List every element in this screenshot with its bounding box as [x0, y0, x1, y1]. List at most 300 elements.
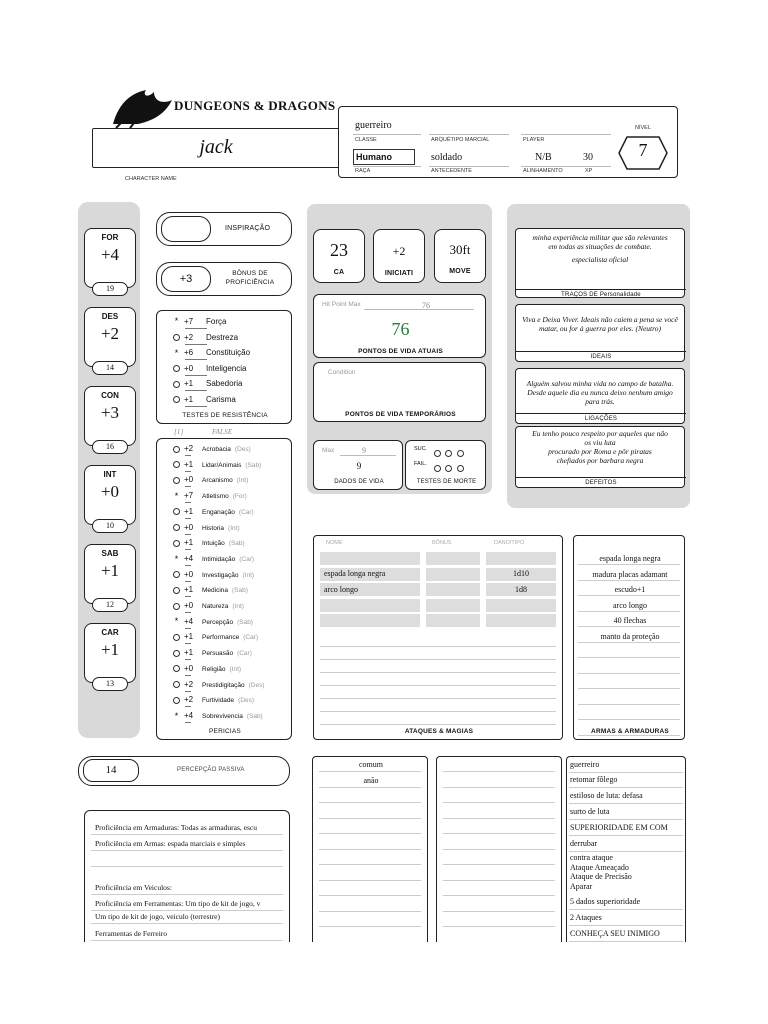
notes-line	[443, 787, 555, 788]
saving-throw-name: Inteligencia	[206, 363, 247, 373]
feature-underline	[569, 835, 683, 836]
skill-name: Performance	[202, 634, 240, 642]
death-saves-label: TESTES DE MORTE	[416, 479, 477, 485]
ability-modifier[interactable]: +3	[100, 403, 120, 422]
passive-perception-box	[78, 756, 290, 786]
attack-damage: 1d10	[513, 569, 529, 578]
flaws-text[interactable]	[516, 427, 684, 465]
equipment-line	[578, 595, 680, 596]
skill-row[interactable]	[173, 601, 244, 610]
skill-value: +1	[184, 632, 194, 642]
dragon-icon	[108, 86, 178, 128]
saving-throw-name: Constituição	[206, 348, 251, 358]
initiative-box	[373, 229, 425, 283]
proficiency-box	[156, 262, 292, 296]
skill-name: Arcanismo	[202, 477, 233, 485]
row-underline	[185, 612, 191, 613]
ideals-text[interactable]: Viva e Deixa Viver. Ideais não caiem a pena se você matar, ou for à guerra por eles. (Neutro)	[522, 315, 678, 333]
equipment-item[interactable]: madura placas adamant	[592, 569, 668, 579]
feature-underline	[569, 787, 683, 788]
notes-box	[436, 756, 562, 942]
death-fail-dots[interactable]	[434, 460, 464, 478]
skill-attribute: (Car)	[237, 650, 252, 658]
flaw-line: procurado por Roma e pôr piratas	[548, 447, 652, 456]
row-underline	[185, 471, 191, 472]
skill-row[interactable]	[173, 554, 254, 563]
attacks-box	[313, 535, 563, 740]
skill-name: Investigação	[202, 571, 239, 579]
traits-panel	[507, 204, 690, 508]
proficiency-dot-icon	[173, 587, 180, 594]
ability-modifier[interactable]: +1	[100, 561, 120, 580]
skill-attribute: (Sab)	[232, 587, 248, 595]
equipment-line	[578, 564, 680, 565]
row-underline	[185, 518, 191, 519]
feature-item[interactable]: SUPERIORIDADE EM COM	[570, 823, 668, 832]
skill-attribute: (Des)	[248, 681, 265, 689]
row-underline	[185, 628, 191, 629]
skills-label: PERICIAS	[209, 728, 241, 735]
attack-damage: 1d8	[515, 584, 527, 594]
hp-current-value[interactable]: 76	[391, 319, 410, 339]
flaws-label: DEFEITOS	[516, 477, 686, 486]
skill-row[interactable]	[173, 711, 263, 720]
row-underline	[185, 406, 207, 407]
row-underline	[185, 675, 191, 676]
ability-score: 12	[106, 600, 114, 609]
proficiency-dot-icon	[173, 634, 180, 641]
notes-line	[443, 849, 555, 850]
attacks-head-name: NOME	[326, 540, 343, 546]
speed-value[interactable]: 30ft	[449, 242, 471, 257]
feature-item[interactable]: guerreiro	[570, 760, 600, 769]
notes-line	[443, 818, 555, 819]
personality-text[interactable]: minha experiência militar que são relevantes em todas as situações de combate.	[532, 233, 668, 251]
personality-text-2[interactable]: especialista oficial	[571, 255, 629, 264]
initiative-value[interactable]: +2	[392, 244, 406, 258]
proficiency-line[interactable]: Proficiência em Ferramentas: Um tipo de kit de jogo, v	[95, 899, 261, 908]
language-line	[319, 911, 421, 912]
equipment-line	[578, 673, 680, 674]
logo-text: DUNGEONS & DRAGONS	[174, 98, 336, 113]
row-underline	[185, 706, 191, 707]
proficiency-line[interactable]: Proficiência em Armas: espada marciais e simples	[95, 839, 246, 848]
speed-label: MOVE	[449, 268, 471, 275]
row-underline	[185, 328, 207, 329]
language-line	[319, 802, 421, 803]
ability-box-car	[84, 623, 136, 683]
skill-attribute: (Sab)	[237, 618, 253, 626]
archetype-label: ARQUÉTIPO MARCIAL	[431, 137, 490, 143]
equipment-item[interactable]: arco longo	[613, 600, 647, 610]
proficiency-dot-icon	[173, 365, 180, 372]
saving-throw-row[interactable]	[173, 395, 236, 404]
equipment-line	[578, 611, 680, 612]
skill-value: +0	[184, 522, 194, 532]
languages-box	[312, 756, 428, 942]
language-item[interactable]: comum	[359, 760, 383, 769]
proficiency-dot-icon	[173, 381, 180, 388]
skill-name: Intimidação	[202, 555, 236, 563]
proficiency-dot-icon	[173, 571, 180, 578]
skill-row[interactable]	[173, 444, 251, 453]
speed-box	[434, 229, 486, 283]
saving-throw-name: Destreza	[206, 332, 239, 342]
proficiency-dot-icon	[173, 334, 180, 341]
flaws-box	[515, 426, 685, 488]
hp-temp-box	[313, 362, 486, 422]
row-underline	[185, 691, 191, 692]
background-label: ANTECEDENTE	[431, 168, 472, 174]
proficient-star-icon: *	[174, 347, 179, 358]
attack-damage-cell[interactable]	[486, 614, 556, 627]
proficiency-label-1: BÔNUS DE	[232, 270, 268, 277]
inspiration-box	[156, 212, 292, 246]
proficiency-underline	[91, 850, 283, 851]
ability-modifier[interactable]: +1	[100, 640, 120, 659]
proficiency-label-2: PROFICIÊNCIA	[225, 279, 275, 286]
proficiency-underline	[91, 940, 283, 941]
equipment-item[interactable]: manto da proteção	[600, 631, 660, 641]
proficient-star-icon: *	[174, 710, 179, 721]
attack-notes-line	[320, 672, 556, 673]
language-line	[319, 926, 421, 927]
proficiency-underline	[91, 923, 283, 924]
saving-throws-box	[156, 310, 292, 424]
skill-name: Intuição	[202, 540, 225, 548]
attack-notes-line	[320, 711, 556, 712]
skill-attribute: (Car)	[239, 555, 255, 563]
race-label: RAÇA	[355, 168, 371, 174]
proficiency-line[interactable]: Proficiência em Veiculos:	[95, 883, 172, 892]
ability-score-oval[interactable]	[92, 519, 128, 533]
hit-dice-value[interactable]: 9	[356, 461, 362, 471]
skill-name: Persuasão	[202, 650, 234, 658]
attack-notes-line	[320, 685, 556, 686]
ability-name: SAB	[101, 549, 119, 558]
ability-score: 10	[106, 521, 114, 530]
skill-name: Religião	[202, 665, 226, 673]
attack-name-cell[interactable]	[320, 552, 420, 565]
skill-attribute: (Car)	[238, 508, 254, 516]
flaw-line: os viu luta	[584, 438, 616, 447]
armor-class-value[interactable]: 23	[330, 240, 348, 260]
skills-box	[156, 438, 292, 740]
hp-temp-label: PONTOS DE VIDA TEMPORÁRIOS	[345, 411, 456, 418]
row-underline	[185, 455, 191, 456]
skill-value: +2	[184, 444, 194, 453]
proficiency-underline	[91, 894, 283, 895]
xp-value[interactable]: 30	[583, 152, 593, 163]
ability-box-sab	[84, 544, 136, 604]
row-underline	[185, 722, 191, 723]
proficiency-line[interactable]: Proficiência em Armaduras: Todas as armaduras, escu	[95, 823, 257, 832]
language-line	[319, 895, 421, 896]
saving-throw-value: +1	[184, 379, 194, 389]
background-value[interactable]: soldado	[431, 152, 463, 163]
language-line	[319, 833, 421, 834]
proficient-star-icon: *	[174, 490, 179, 501]
skill-row[interactable]	[173, 491, 247, 500]
proficiency-dot-icon	[173, 697, 180, 704]
row-underline	[185, 534, 191, 535]
skill-row[interactable]	[173, 632, 258, 641]
skill-attribute: (Int)	[242, 571, 255, 579]
combat-panel	[307, 204, 492, 494]
proficiencies-box	[84, 810, 290, 942]
proficiency-underline	[91, 834, 283, 835]
ability-box-for	[84, 228, 136, 288]
feature-item[interactable]: CONHEÇA SEU INIMIGO	[570, 929, 660, 938]
attack-bonus-cell[interactable]	[426, 614, 480, 627]
features-box	[566, 756, 686, 942]
saving-throw-value: +6	[184, 348, 194, 358]
row-underline	[185, 581, 191, 582]
ability-score: 14	[106, 363, 114, 372]
skill-value: +0	[184, 663, 194, 673]
equipment-line	[578, 704, 680, 705]
skill-name: Percepção	[202, 618, 234, 626]
saving-throw-value: +7	[184, 317, 194, 326]
skill-value: +1	[184, 538, 194, 548]
skill-row[interactable]	[173, 460, 261, 469]
feature-underline	[569, 803, 683, 804]
ideals-box	[515, 304, 685, 362]
attack-notes-line	[320, 698, 556, 699]
saving-throw-row[interactable]	[173, 364, 246, 373]
skill-attribute: (Sab)	[228, 540, 245, 548]
ability-score: 13	[106, 679, 114, 688]
race-value[interactable]: Humano	[356, 152, 392, 162]
row-underline	[185, 486, 191, 487]
skill-row[interactable]	[173, 507, 254, 516]
skill-attribute: (Sab)	[246, 712, 263, 720]
passive-perception-label: PERCEPÇÃO PASSIVA	[177, 767, 245, 773]
passive-perception-value: 14	[105, 764, 117, 776]
ability-score-oval[interactable]	[92, 282, 128, 296]
feature-item[interactable]: 2 Ataques	[570, 913, 602, 922]
header	[70, 80, 690, 190]
skill-row[interactable]	[173, 585, 248, 594]
skill-value: +2	[184, 695, 194, 705]
notes-line	[443, 895, 555, 896]
skill-value: +4	[184, 553, 194, 563]
proficiency-dot-icon	[173, 477, 180, 484]
attack-bonus-cell[interactable]	[426, 568, 480, 581]
notes-line	[443, 802, 555, 803]
skill-row[interactable]	[173, 475, 248, 484]
skills-header-left: [1]	[174, 428, 184, 436]
ability-score: 16	[106, 442, 114, 451]
proficiency-dot-icon	[173, 650, 180, 657]
attack-bonus-cell[interactable]	[426, 583, 480, 596]
proficiency-dot-icon	[173, 396, 180, 403]
saving-throw-value: +0	[184, 363, 194, 373]
skill-value: +1	[184, 506, 194, 516]
ability-name: FOR	[101, 233, 119, 242]
equipment-item[interactable]: espada longa negra	[599, 554, 661, 563]
equipment-line	[578, 657, 680, 658]
feature-underline	[569, 909, 683, 910]
dnd-logo	[108, 86, 348, 126]
skill-value: +0	[184, 569, 194, 579]
skill-attribute: (Int)	[232, 603, 244, 610]
proficiency-dot-icon	[173, 461, 180, 468]
equipment-box	[573, 535, 685, 740]
skill-attribute: (Int)	[228, 524, 240, 532]
skill-value: +1	[184, 648, 194, 658]
hit-dice-max-value[interactable]: 9	[362, 446, 366, 455]
ideals-label: IDEAIS	[516, 351, 686, 360]
skill-row[interactable]	[173, 695, 254, 704]
attack-damage-cell[interactable]	[486, 599, 556, 612]
feature-item[interactable]: 5 dados superioridade	[570, 897, 641, 906]
saving-throw-row[interactable]	[173, 379, 242, 388]
character-name-banner	[92, 128, 340, 168]
saving-throw-row[interactable]	[173, 348, 250, 357]
personality-box	[515, 228, 685, 298]
skill-row[interactable]	[173, 617, 253, 626]
skill-name: Enganação	[202, 508, 235, 516]
ability-score-oval[interactable]	[92, 598, 128, 612]
skill-row[interactable]	[173, 680, 265, 689]
feature-item[interactable]: retomar fôlego	[570, 775, 618, 784]
row-underline	[185, 549, 191, 550]
class-value[interactable]: guerreiro	[355, 120, 392, 131]
proficiency-line[interactable]: Ferramentas de Ferreiro	[95, 929, 168, 938]
death-success-label: SUC.	[414, 446, 428, 452]
skill-row[interactable]	[173, 648, 252, 657]
language-line	[319, 771, 421, 772]
attack-name: arco longo	[324, 584, 358, 594]
equipment-item[interactable]: escudo+1	[614, 585, 646, 594]
hp-max-value[interactable]: 76	[422, 301, 430, 310]
language-line	[319, 787, 421, 788]
proficiency-dot-icon	[173, 508, 180, 515]
initiative-label: INICIATI	[384, 270, 414, 277]
proficiency-dot-icon	[173, 603, 180, 610]
skill-value: +0	[184, 601, 194, 610]
attack-damage-cell[interactable]	[486, 552, 556, 565]
attack-name: espada longa negra	[324, 569, 386, 578]
character-info-box	[338, 106, 678, 178]
ability-modifier[interactable]: +4	[100, 245, 120, 264]
character-name-label: CHARACTER NAME	[125, 176, 177, 182]
attack-notes-line	[320, 659, 556, 660]
saving-throw-row[interactable]	[173, 333, 238, 342]
saving-throws-label: TESTES DE RESISTÊNCIA	[182, 412, 268, 419]
row-underline	[185, 359, 207, 360]
ability-modifier[interactable]: +2	[100, 324, 120, 343]
skill-row[interactable]	[173, 570, 254, 579]
ability-score-oval[interactable]	[92, 361, 128, 375]
skill-value: +4	[184, 710, 194, 720]
ability-modifier[interactable]: +0	[100, 482, 120, 501]
language-line	[319, 880, 421, 881]
proficiency-value: +3	[179, 273, 193, 285]
feature-item[interactable]: estiloso de luta: defasa	[570, 791, 643, 800]
saving-throw-row[interactable]	[173, 317, 226, 326]
skill-name: Prestidigitação	[202, 681, 245, 689]
notes-line	[443, 833, 555, 834]
bonds-label: LIGAÇÕES	[516, 413, 686, 422]
armor-class-label: CA	[333, 269, 345, 276]
attacks-head-bonus: BÔNUS	[432, 540, 452, 546]
skills-header-right: FALSE	[212, 428, 233, 436]
alignment-value[interactable]: N/B	[535, 152, 552, 163]
feature-item[interactable]: derrubar	[570, 839, 598, 848]
attack-bonus-cell[interactable]	[426, 552, 480, 565]
flaw-line: chefiados por barbara negra	[556, 456, 644, 465]
feature-underline	[569, 851, 683, 852]
skill-attribute: (Int)	[236, 477, 249, 485]
ability-score-oval[interactable]	[92, 677, 128, 691]
bonds-box	[515, 368, 685, 424]
equipment-line	[578, 719, 680, 720]
equipment-line	[578, 580, 680, 581]
inspiration-value-box[interactable]	[161, 216, 211, 242]
character-name[interactable]: jack	[199, 136, 233, 158]
feature-underline	[569, 772, 683, 773]
row-underline	[185, 390, 207, 391]
proficient-star-icon: *	[174, 553, 179, 564]
saving-throw-name: Sabedoria	[206, 379, 243, 389]
ability-score-oval[interactable]	[92, 440, 128, 454]
feature-item[interactable]: surto de luta	[570, 807, 610, 816]
notes-line	[443, 864, 555, 865]
skill-row[interactable]	[173, 664, 241, 673]
skill-name: Historia	[202, 524, 225, 532]
hp-max-label: Hit Point Max	[322, 301, 361, 308]
skill-name: Acrobacia	[202, 446, 231, 453]
skill-value: +2	[184, 679, 194, 689]
flaw-line: Eu tenho pouco respeito por aqueles que não	[532, 429, 668, 438]
armor-class-box	[313, 229, 365, 283]
death-saves-box	[405, 440, 486, 490]
death-fail-label: FAIL.	[414, 461, 427, 467]
class-label: CLASSE	[355, 137, 377, 143]
equipment-item[interactable]: 40 flechas	[613, 616, 647, 625]
skill-row[interactable]	[173, 523, 240, 532]
language-line	[319, 818, 421, 819]
ability-name: INT	[103, 470, 117, 479]
attack-bonus-cell[interactable]	[426, 599, 480, 612]
hit-dice-label: DADOS DE VIDA	[334, 479, 384, 485]
player-label: PLAYER	[523, 137, 545, 143]
ability-score: 19	[106, 284, 114, 293]
level-value[interactable]: 7	[638, 140, 648, 160]
ability-box-int	[84, 465, 136, 525]
attack-notes-line	[320, 724, 556, 725]
feature-item[interactable]: contra ataque Ataque Ameaçado Ataque de Precisão Aparar	[570, 853, 632, 891]
skill-attribute: (Int)	[229, 665, 242, 673]
language-item[interactable]: anão	[363, 775, 379, 785]
skill-row[interactable]	[173, 538, 245, 547]
equipment-label: ARMAS & ARMADURAS	[591, 728, 669, 735]
skill-value: +4	[184, 616, 194, 626]
attacks-head-damage: DANO/TIPO	[494, 540, 525, 546]
proficiency-line[interactable]: Um tipo de kit de jogo, veiculo (terrestre)	[95, 912, 220, 921]
alignment-label: ALINHAMENTO	[523, 168, 563, 174]
row-underline	[185, 596, 191, 597]
row-underline	[185, 659, 191, 660]
attacks-label: ATAQUES & MAGIAS	[404, 728, 474, 735]
attack-name-cell[interactable]	[320, 599, 420, 612]
notes-line	[443, 880, 555, 881]
bonds-text[interactable]: Alguém salvou minha vida no campo de batalha. Desde aquele dia eu nunca deixo nenhum amigo para trás.	[526, 379, 674, 406]
xp-label: XP	[585, 168, 593, 174]
attack-name-cell[interactable]	[320, 614, 420, 627]
